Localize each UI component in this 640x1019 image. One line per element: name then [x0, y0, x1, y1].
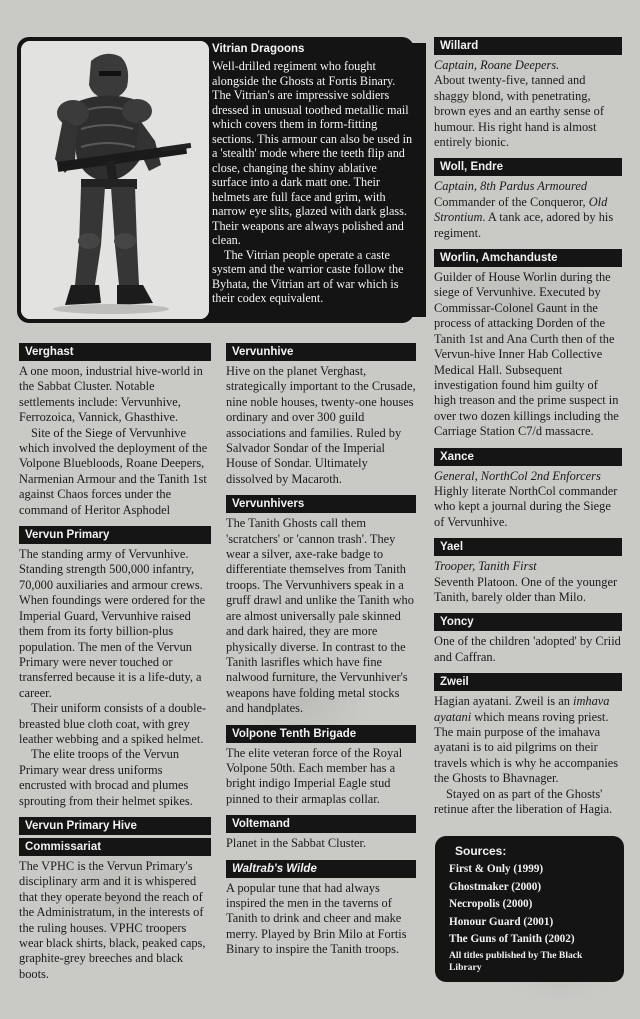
entry-yoncy	[434, 613, 622, 665]
entry-text-part: Hagian ayatani. Zweil is an	[434, 694, 574, 709]
entry-voltemand	[226, 815, 416, 851]
entry-header: Willard	[434, 37, 622, 55]
entry-vervun-primary-hive	[19, 817, 211, 982]
entry-text: About twenty-five, tanned and shaggy blond, with penetrating, brown eyes and an earthy sense of humour. His right hand is almost entirely bionic.	[434, 73, 604, 150]
entry-text: The VPHC is the Vervun Primary's disciplinary arm and it is whispered that they operate beyond the reach of the Administratum, in the interests of the ruling houses. VPHC troopers wear black shirts, black, peaked caps, graphite-grey breeches and black boots.	[19, 858, 206, 981]
entry-zweil	[434, 673, 622, 817]
entry-text: Hive on the planet Verghast, strategically important to the Crusade, nine noble houses, twenty-one houses ordinary and over 300 guild associations and families. Ruled by Salvador Sondar of the Imperial House of Sondar. Ultimately dissolved by Macaroth.	[226, 364, 416, 486]
entry-subtitle: Captain, 8th Pardus Armoured	[434, 179, 588, 194]
entry-header: Voltemand	[226, 815, 416, 833]
column-3	[434, 37, 622, 825]
entry-subtitle: Trooper, Tanith First	[434, 559, 537, 574]
entry-header: Worlin, Amchanduste	[434, 249, 622, 267]
entry-header: Waltrab's Wilde	[226, 860, 416, 878]
vitrian-paragraph-1: Well-drilled regiment who fought alongside the Ghosts at Fortis Binary. The Vitrian's are impressive soldiers dressed in unusual toothed metallic mail which covers them in form-fitting sections. This armour can also be used in a 'stealth' mode where the teeth flip and close, changing the shiny ablative surface into a dark matt one. Their helmets are full face and grim, with narrow eye slits, glazed with dark glass. Their weapons are always polished and clean.	[212, 59, 413, 247]
vitrian-paragraph-2: The Vitrian people operate a caste system and the warrior caste follow the Byhata, the Vitrian art of war which is their codex equivalent.	[212, 247, 404, 305]
source-item: Ghostmaker (2000)	[449, 880, 542, 893]
entry-header: Vervunhive	[226, 343, 416, 361]
entry-volpone	[226, 725, 416, 808]
vitrian-text-block	[212, 42, 414, 306]
entry-text-part: . A tank ace, adored by his regiment.	[434, 210, 614, 240]
entry-header: Woll, Endre	[434, 158, 622, 176]
entry-text: Seventh Platoon. One of the younger Tanith, barely older than Milo.	[434, 574, 618, 604]
entry-text: Stayed on as part of the Ghosts' retinue after the liberation of Hagia.	[434, 786, 613, 817]
entry-text	[434, 694, 622, 786]
entry-text: Guilder of House Worlin during the siege of Vervunhive. Executed by Commissar-Colonel Gaunt in the process of attacking Dorden of the Tanith 1st and Ana Curth then of the Vervun-hive Inner Hab Collective Medical Hall. Subsequent investigation found him guilty of high treason and the prime suspect in over two dozen killings including the Carriage Station C7/d massacre.	[434, 270, 619, 439]
entry-text: Their uniform consists of a double-breasted blue cloth coat, with grey leather webbing and a spiked helmet.	[19, 701, 207, 746]
source-item: First & Only (1999)	[449, 863, 544, 875]
entry-subtitle: Captain, Roane Deepers.	[434, 58, 560, 72]
term: imhava ayatani	[434, 694, 610, 724]
entry-text: Planet in the Sabbat Cluster.	[226, 836, 367, 851]
entry-header: Verghast	[19, 343, 211, 361]
entry-header: Vervunhivers	[226, 495, 416, 513]
entry-woll-endre	[434, 158, 622, 241]
entry-text: The standing army of Vervunhive. Standing strength 500,000 infantry, 70,000 auxiliaries and armour crews. When foundings were ordered for the Imperial Guard, Vervunhive raised them from its forty billion-plus population. The men of the Vervun Primary were never touched or transferred because it is a life-duty, a career.	[19, 547, 206, 700]
entry-header: Zweil	[434, 673, 622, 691]
entry-vervunhive	[226, 343, 416, 487]
source-item: The Guns of Tanith (2002)	[449, 933, 575, 946]
entry-header: Vervun Primary Hive	[19, 817, 211, 835]
entry-text: The Tanith Ghosts call them 'scratchers' or 'cannon trash'. They wear a silver, axe-rake badge to differentiate themselves from Tanith troops. The Vervunhivers speak in a gruff drawl and unlike the Tanith who are almost universally pale skinned and dark haired, they are more physically diverse. In contrast to the Tanith lasrifles which have fine nalwood furniture, the Vervunhiver's weapons have folding metal stocks and handplates.	[226, 516, 414, 716]
entry-text: The elite troops of the Vervun Primary wear dress uniforms encrusted with brocad and plumes sprouting from their helmet spikes.	[19, 747, 193, 808]
entry-text: The elite veteran force of the Royal Volpone 50th. Each member has a bright indigo Imperial Eagle stud pinned to their armaplas collar.	[226, 745, 403, 806]
sources-box	[435, 836, 624, 982]
source-item: Honour Guard (2001)	[449, 915, 554, 928]
entry-xance	[434, 448, 622, 531]
entry-header: Yael	[434, 538, 622, 556]
entry-text: Highly literate NorthCol commander who kept a journal during the Siege of Vervunhive.	[434, 483, 618, 529]
entry-vervunhivers	[226, 495, 416, 716]
entry-header: Xance	[434, 448, 622, 466]
column-1	[19, 343, 211, 990]
entry-header: Volpone Tenth Brigade	[226, 725, 416, 743]
tank-name: Old Strontium	[434, 194, 608, 225]
soldier-illustration	[21, 41, 209, 319]
column-2	[226, 343, 416, 966]
entry-vervun-primary	[19, 526, 211, 809]
source-item: Necropolis (2000)	[449, 898, 533, 911]
entry-text	[434, 195, 622, 241]
entry-worlin	[434, 249, 622, 439]
sources-note: All titles published by The Black Library	[449, 949, 583, 973]
entry-header: Vervun Primary	[19, 526, 211, 544]
entry-text-part: Commander of the Conqueror,	[434, 194, 589, 209]
entry-subtitle: General, NorthCol 2nd Enforcers	[434, 468, 601, 483]
entry-header: Commissariat	[19, 838, 211, 856]
entry-text: One of the children 'adopted' by Criid and Caffran.	[434, 634, 621, 664]
sources-title: Sources:	[455, 844, 507, 858]
entry-text: A one moon, industrial hive-world in the Sabbat Cluster. Notable settlements include: Vervunhive, Ferrozoica, Vannick, Ghasthive.	[19, 364, 203, 425]
armoured-soldier-icon	[21, 41, 209, 319]
entry-willard	[434, 37, 622, 150]
entry-text: Site of the Siege of Vervunhive which involved the deployment of the Volpone Bluebloods, Roane Deepers, Narmenian Armour and the Tanith 1st against Chaos forces under the command of Heritor Asphodel	[19, 425, 208, 517]
entry-waltrabs-wilde	[226, 860, 416, 958]
vitrian-title: Vitrian Dragoons	[212, 43, 305, 55]
entry-text-part: which means roving priest. The main purpose of the imahava ayatani is to aid pilgrims on their travels which is why he accompanies the Ghosts to Bhavnager.	[434, 709, 619, 786]
entry-verghast	[19, 343, 211, 518]
entry-text: A popular tune that had always inspired the men in the taverns of Tanith to drink and cheer and make merry. Played by Brin Milo at Fortis Binary to inspire the Tanith troops.	[226, 880, 407, 957]
entry-yael	[434, 538, 622, 605]
entry-header: Yoncy	[434, 613, 622, 631]
